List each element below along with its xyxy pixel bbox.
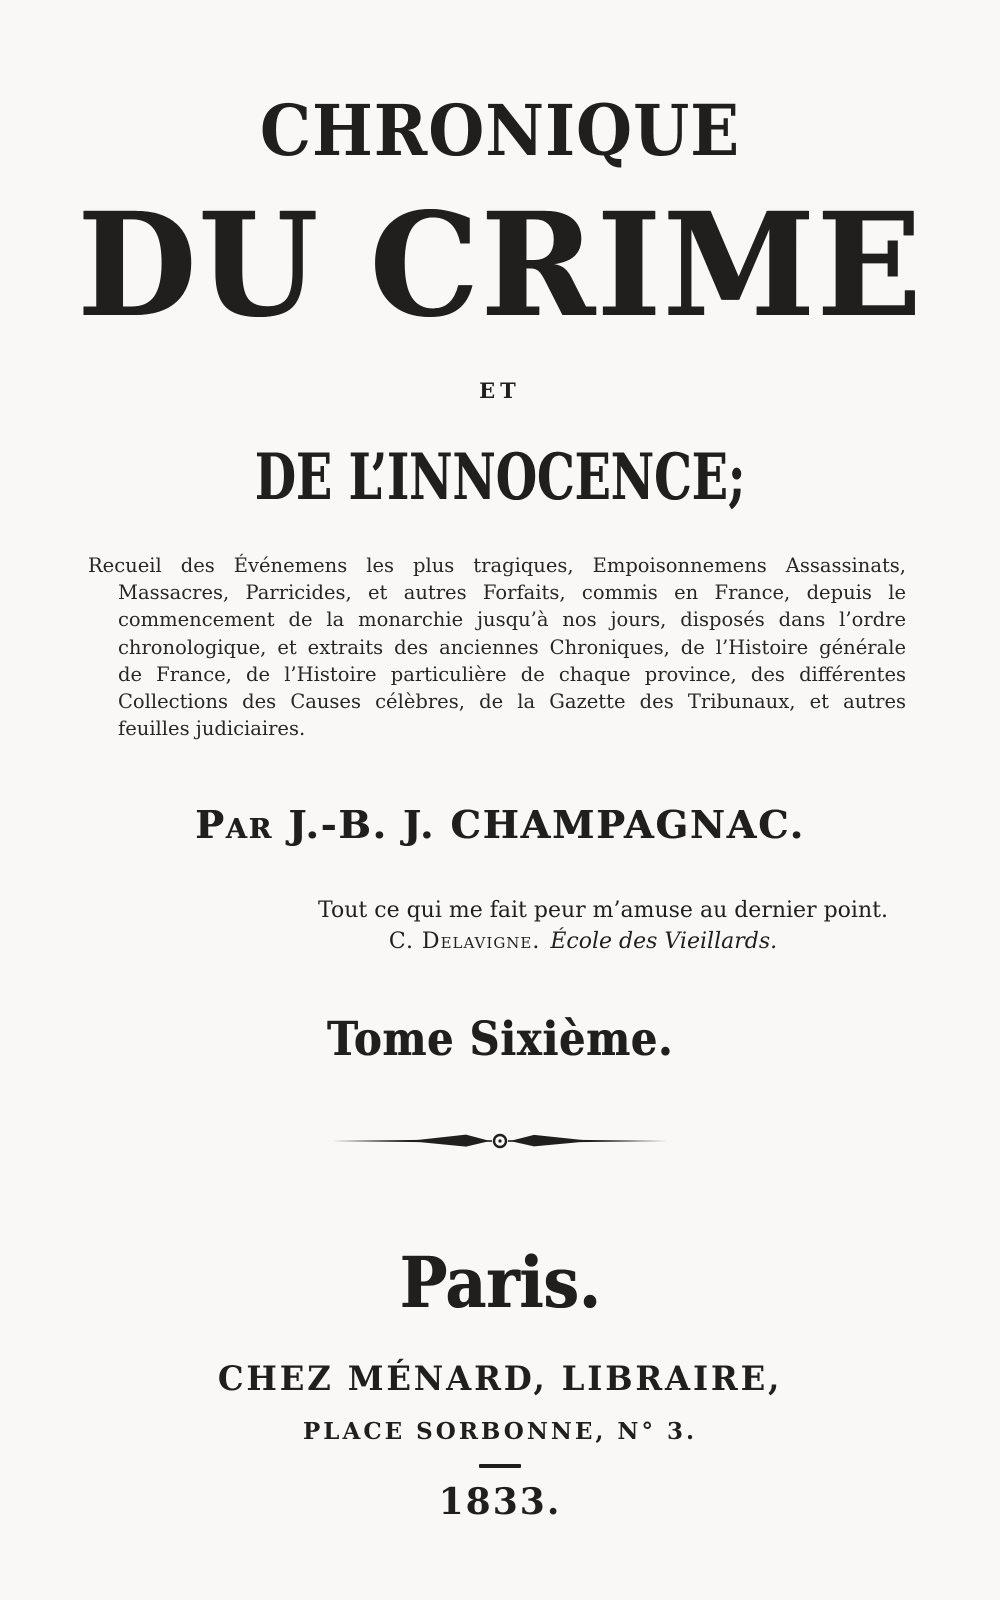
epigraph-quote: Tout ce qui me fait peur m’amuse au dernier point. [318,898,888,923]
secondary-title: DE L’INNOCENCE; [254,440,746,515]
epigraph-attribution-line [83,929,1000,955]
subtitle-line: de France, de l’Histoire particulière de chaque province, des différentes [118,662,906,686]
subtitle-line: commencement de la monarchie jusqu’à nos jours, disposés dans l’ordre [118,608,906,632]
subtitle-line: Massacres, Parricides, et autres Forfaits, commis en France, depuis le [118,581,906,605]
separator-dash [479,1464,521,1468]
series-title: CHRONIQUE [259,89,741,172]
subtitle-line: feuilles judiciaires. [118,717,306,741]
epigraph-attribution: C. Delavigne. [388,929,541,954]
imprint-year: 1833. [438,1481,562,1523]
main-title: DU CRIME [77,182,923,350]
subtitle-line: chronologique, et extraits des anciennes Chroniques, de l’Histoire générale [118,635,906,659]
epigraph-work-title: École des Vieillards. [550,929,778,954]
subtitle-paragraph [88,552,906,742]
subtitle-line: Collections des Causes célèbres, de la Gazette des Tribunaux, et autres [118,689,906,713]
imprint-publisher: CHEZ MÉNARD, LIBRAIRE, [217,1359,783,1399]
subtitle-line: Recueil des Événemens les plus tragiques, Empoisonnemens Assassinats, [88,554,906,577]
imprint-address: PLACE SORBONNE, N° 3. [303,1418,697,1445]
ornament-divider [330,1126,670,1156]
imprint-city: Paris. [399,1241,601,1324]
author-line: Par J.-B. J. CHAMPAGNAC. [195,802,805,847]
volume-label: Tome Sixième. [326,1012,674,1067]
title-connector: ET [479,378,521,403]
